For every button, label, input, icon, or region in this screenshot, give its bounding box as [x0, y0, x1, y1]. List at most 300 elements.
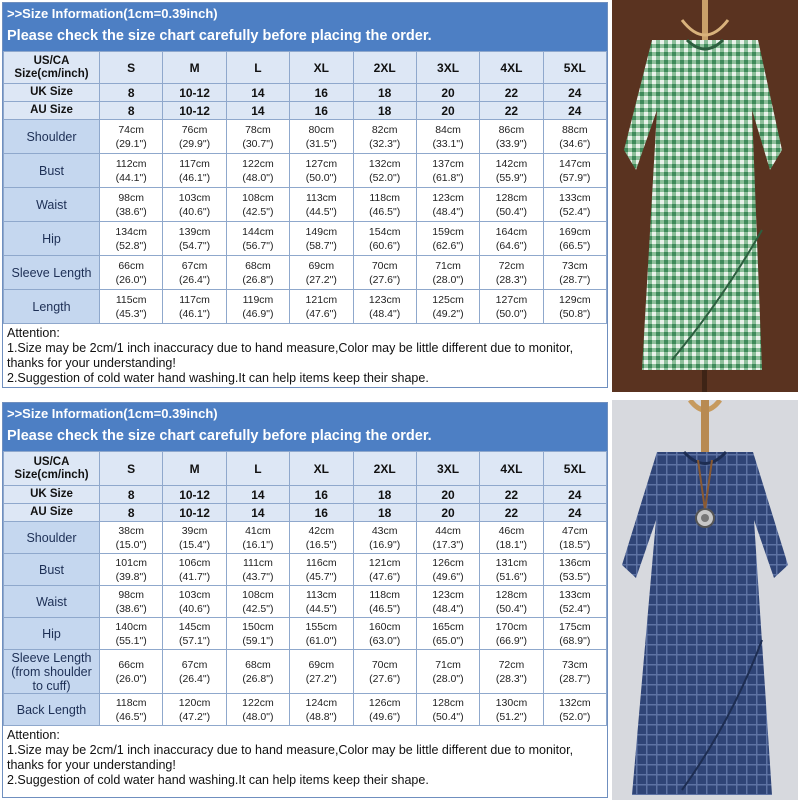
- measurement-inch: (47.2"): [178, 710, 211, 723]
- measurement-cell: [226, 694, 289, 726]
- measurement-cell: [543, 694, 606, 726]
- measurement-cm: 175cm: [559, 620, 591, 633]
- measurement-inch: (61.8"): [432, 171, 464, 184]
- measurement-cm: 144cm: [242, 225, 274, 238]
- measurement-cell: [416, 694, 479, 726]
- measurement-cell: [163, 222, 226, 256]
- measurement-cell: [480, 222, 543, 256]
- measurement-cell: [353, 554, 416, 586]
- measurement-cm: 154cm: [368, 225, 401, 238]
- measurement-cell: [100, 522, 163, 554]
- measurement-inch: (28.0"): [432, 273, 464, 286]
- size-header-cell: 5XL: [543, 452, 606, 486]
- measurement-inch: (45.7"): [305, 570, 337, 583]
- measurement-row: [4, 120, 607, 154]
- measurement-cm: 41cm: [245, 524, 271, 537]
- measurement-inch: (57.1"): [178, 634, 211, 647]
- size-header-cell: 20: [416, 102, 479, 120]
- measurement-cm: 118cm: [369, 191, 401, 204]
- measurement-cell: [480, 290, 543, 324]
- measurement-cm: 68cm: [245, 259, 271, 272]
- measurement-row: [4, 586, 607, 618]
- measurement-cm: 76cm: [181, 123, 208, 136]
- size-system-label: UK Size: [4, 486, 100, 504]
- measurement-cm: 140cm: [115, 620, 147, 633]
- measurement-inch: (64.6"): [495, 239, 528, 252]
- measurement-cell: [543, 522, 606, 554]
- size-table: [3, 451, 607, 726]
- measurement-inch: (26.8"): [242, 672, 274, 685]
- measurement-cell: [163, 650, 226, 694]
- measurement-label: Shoulder: [4, 522, 100, 554]
- size-header-cell: M: [163, 52, 226, 84]
- attention-line: 1.Size may be 2cm/1 inch inaccuracy due to hand measure,Color may be little different due to monitor, thanks for your understanding!: [7, 341, 574, 370]
- measurement-label: Waist: [4, 188, 100, 222]
- measurement-inch: (28.3"): [495, 672, 528, 685]
- measurement-cm: 103cm: [178, 588, 211, 601]
- measurement-cell: [226, 256, 289, 290]
- size-system-label: UK Size: [4, 84, 100, 102]
- measurement-inch: (27.2"): [305, 273, 337, 286]
- measurement-inch: (30.7"): [242, 137, 274, 150]
- measurement-cm: 150cm: [242, 620, 274, 633]
- measurement-inch: (63.0"): [369, 634, 401, 647]
- measurement-inch: (28.7"): [559, 672, 591, 685]
- measurement-inch: (29.9"): [178, 137, 211, 150]
- measurement-inch: (18.1"): [495, 538, 528, 551]
- size-header-cell: 16: [290, 102, 353, 120]
- measurement-cell: [353, 618, 416, 650]
- size-header-cell: M: [163, 452, 226, 486]
- measurement-inch: (42.5"): [242, 205, 274, 218]
- measurement-cell: [416, 256, 479, 290]
- measurement-cell: [163, 154, 226, 188]
- size-header-cell: S: [100, 52, 163, 84]
- size-header-row: [4, 504, 607, 522]
- measurement-inch: (61.0"): [305, 634, 337, 647]
- measurement-cell: [353, 650, 416, 694]
- measurement-inch: (18.5"): [559, 538, 591, 551]
- measurement-cell: [353, 522, 416, 554]
- measurement-cm: 124cm: [305, 696, 338, 709]
- measurement-inch: (48.4"): [432, 205, 464, 218]
- measurement-inch: (49.6"): [432, 570, 464, 583]
- measurement-cell: [480, 154, 543, 188]
- measurement-cm: 80cm: [308, 123, 335, 136]
- measurement-cell: [100, 554, 163, 586]
- measurement-cell: [480, 256, 543, 290]
- measurement-cell: [100, 120, 163, 154]
- measurement-cell: [290, 222, 353, 256]
- measurement-cell: [353, 694, 416, 726]
- measurement-cm: 164cm: [495, 225, 528, 238]
- measurement-cell: [416, 522, 479, 554]
- size-header-cell: 2XL: [353, 452, 416, 486]
- measurement-cm: 73cm: [561, 259, 588, 272]
- measurement-inch: (48.4"): [432, 602, 464, 615]
- measurement-cell: [543, 120, 606, 154]
- measurement-cm: 113cm: [305, 588, 337, 601]
- measurement-row: [4, 222, 607, 256]
- measurement-inch: (28.7"): [559, 273, 591, 286]
- measurement-inch: (50.4"): [432, 710, 464, 723]
- measurement-cell: [226, 154, 289, 188]
- measurement-inch: (52.0"): [369, 171, 401, 184]
- measurement-inch: (50.4"): [495, 205, 528, 218]
- size-header-cell: 22: [480, 486, 543, 504]
- size-header-cell: 24: [543, 486, 606, 504]
- measurement-inch: (66.9"): [495, 634, 528, 647]
- measurement-inch: (26.0"): [115, 672, 147, 685]
- size-header-cell: XL: [290, 452, 353, 486]
- measurement-cm: 128cm: [495, 191, 528, 204]
- measurement-cell: [480, 618, 543, 650]
- measurement-cell: [416, 222, 479, 256]
- measurement-cm: 145cm: [178, 620, 211, 633]
- size-header-cell: 10-12: [163, 504, 226, 522]
- measurement-inch: (50.0"): [495, 307, 528, 320]
- measurement-cell: [163, 694, 226, 726]
- measurement-row: [4, 154, 607, 188]
- measurement-cm: 108cm: [242, 191, 274, 204]
- measurement-inch: (40.6"): [178, 602, 211, 615]
- measurement-cell: [226, 586, 289, 618]
- size-header-cell: 18: [353, 504, 416, 522]
- measurement-cm: 160cm: [368, 620, 401, 633]
- measurement-inch: (44.5"): [305, 602, 337, 615]
- measurement-cm: 122cm: [242, 696, 274, 709]
- measurement-label: Bust: [4, 154, 100, 188]
- measurement-cm: 137cm: [432, 157, 464, 170]
- measurement-label: Hip: [4, 222, 100, 256]
- measurement-cm: 67cm: [181, 658, 208, 671]
- measurement-inch: (52.4"): [559, 602, 591, 615]
- measurement-cm: 129cm: [559, 293, 591, 306]
- measurement-cell: [290, 154, 353, 188]
- measurement-cm: 67cm: [181, 259, 208, 272]
- size-header-row: [4, 52, 607, 84]
- measurement-cm: 88cm: [561, 123, 588, 136]
- measurement-cell: [543, 188, 606, 222]
- measurement-cm: 133cm: [559, 588, 591, 601]
- measurement-cm: 149cm: [305, 225, 338, 238]
- measurement-row: [4, 694, 607, 726]
- measurement-cm: 70cm: [371, 658, 398, 671]
- size-header-row: [4, 84, 607, 102]
- size-header-cell: 5XL: [543, 52, 606, 84]
- measurement-inch: (31.5"): [305, 137, 337, 150]
- measurement-cell: [290, 554, 353, 586]
- measurement-cell: [543, 256, 606, 290]
- measurement-cm: 101cm: [115, 556, 147, 569]
- measurement-inch: (16.1"): [242, 538, 274, 551]
- measurement-inch: (17.3"): [432, 538, 464, 551]
- measurement-inch: (48.0"): [242, 710, 274, 723]
- size-header-cell: 14: [226, 102, 289, 120]
- size-header-cell: 16: [290, 486, 353, 504]
- size-header-cell: L: [226, 452, 289, 486]
- measurement-cm: 115cm: [115, 293, 147, 306]
- measurement-cm: 111cm: [242, 556, 273, 569]
- measurement-cell: [100, 256, 163, 290]
- measurement-inch: (39.8"): [115, 570, 147, 583]
- measurement-cell: [290, 522, 353, 554]
- size-header-cell: 8: [100, 102, 163, 120]
- measurement-inch: (38.6"): [115, 205, 147, 218]
- measurement-inch: (28.3"): [495, 273, 528, 286]
- measurement-cm: 98cm: [118, 588, 145, 601]
- measurement-cm: 130cm: [495, 696, 528, 709]
- measurement-cell: [100, 222, 163, 256]
- measurement-row: [4, 650, 607, 694]
- measurement-inch: (52.4"): [559, 205, 591, 218]
- size-header-cell: 16: [290, 504, 353, 522]
- measurement-cell: [290, 694, 353, 726]
- measurement-cm: 131cm: [495, 556, 528, 569]
- measurement-cm: 106cm: [178, 556, 211, 569]
- size-system-label: AU Size: [4, 504, 100, 522]
- size-header-cell: 18: [353, 84, 416, 102]
- measurement-inch: (27.6"): [369, 672, 401, 685]
- measurement-cell: [163, 618, 226, 650]
- measurement-inch: (49.6"): [369, 710, 401, 723]
- measurement-cm: 66cm: [118, 259, 145, 272]
- measurement-cm: 159cm: [432, 225, 464, 238]
- measurement-inch: (16.5"): [305, 538, 337, 551]
- size-header-cell: 2XL: [353, 52, 416, 84]
- measurement-inch: (33.1"): [432, 137, 464, 150]
- measurement-inch: (49.2"): [432, 307, 464, 320]
- measurement-inch: (46.5"): [115, 710, 147, 723]
- measurement-cell: [226, 222, 289, 256]
- measurement-cm: 120cm: [178, 696, 211, 709]
- measurement-inch: (40.6"): [178, 205, 211, 218]
- size-header-cell: 18: [353, 102, 416, 120]
- measurement-cell: [226, 522, 289, 554]
- attention-line: Attention:: [7, 326, 60, 340]
- measurement-cm: 38cm: [118, 524, 145, 537]
- size-header-cell: 4XL: [480, 452, 543, 486]
- measurement-cm: 74cm: [118, 123, 145, 136]
- measurement-inch: (34.6"): [559, 137, 591, 150]
- measurement-cell: [543, 618, 606, 650]
- measurement-cell: [290, 650, 353, 694]
- measurement-inch: (15.0"): [115, 538, 147, 551]
- size-chart-green: [2, 2, 608, 388]
- measurement-cell: [480, 650, 543, 694]
- attention-line: 2.Suggestion of cold water hand washing.It can help items keep their shape.: [7, 371, 429, 385]
- measurement-cell: [416, 290, 479, 324]
- attention-line: 1.Size may be 2cm/1 inch inaccuracy due to hand measure,Color may be little different due to monitor, thanks for your understanding!: [7, 743, 574, 772]
- measurement-cell: [100, 290, 163, 324]
- measurement-cm: 73cm: [561, 658, 588, 671]
- measurement-cm: 118cm: [369, 588, 401, 601]
- measurement-cm: 132cm: [368, 157, 401, 170]
- measurement-inch: (60.6"): [369, 239, 401, 252]
- size-header-cell: 20: [416, 486, 479, 504]
- size-info-title: >>Size Information(1cm=0.39inch): [7, 6, 218, 21]
- size-header-cell: 14: [226, 486, 289, 504]
- product-photo-green-dress: [612, 0, 798, 392]
- measurement-inch: (48.0"): [242, 171, 274, 184]
- measurement-cell: [543, 154, 606, 188]
- size-header-cell: 20: [416, 504, 479, 522]
- measurement-label: Bust: [4, 554, 100, 586]
- measurement-inch: (46.1"): [178, 307, 211, 320]
- size-header-cell: S: [100, 452, 163, 486]
- size-header-cell: 10-12: [163, 102, 226, 120]
- size-system-label: US/CA Size(cm/inch): [4, 452, 100, 486]
- size-header-cell: 10-12: [163, 84, 226, 102]
- measurement-cm: 82cm: [371, 123, 398, 136]
- measurement-inch: (58.7"): [305, 239, 337, 252]
- measurement-inch: (38.6"): [115, 602, 147, 615]
- measurement-inch: (52.8"): [115, 239, 147, 252]
- measurement-cell: [416, 188, 479, 222]
- measurement-cm: 126cm: [368, 696, 401, 709]
- measurement-inch: (47.6"): [305, 307, 337, 320]
- measurement-inch: (59.1"): [242, 634, 274, 647]
- size-header-cell: 3XL: [416, 52, 479, 84]
- measurement-inch: (57.9"): [559, 171, 591, 184]
- measurement-cell: [163, 256, 226, 290]
- measurement-label: Waist: [4, 586, 100, 618]
- measurement-cell: [416, 120, 479, 154]
- measurement-label: Back Length: [4, 694, 100, 726]
- measurement-inch: (50.8"): [559, 307, 591, 320]
- measurement-cell: [163, 188, 226, 222]
- measurement-cm: 70cm: [371, 259, 398, 272]
- measurement-cell: [480, 586, 543, 618]
- measurement-cell: [100, 618, 163, 650]
- measurement-cm: 128cm: [495, 588, 528, 601]
- measurement-cm: 86cm: [498, 123, 525, 136]
- measurement-inch: (62.6"): [432, 239, 464, 252]
- measurement-cm: 155cm: [305, 620, 338, 633]
- size-system-label: AU Size: [4, 102, 100, 120]
- measurement-cm: 44cm: [435, 524, 461, 537]
- measurement-cell: [543, 554, 606, 586]
- measurement-cm: 71cm: [435, 259, 461, 272]
- measurement-inch: (15.4"): [178, 538, 211, 551]
- measurement-cm: 170cm: [495, 620, 528, 633]
- measurement-cell: [100, 586, 163, 618]
- size-check-notice: Please check the size chart carefully before placing the order.: [7, 428, 432, 444]
- measurement-cell: [353, 154, 416, 188]
- size-header-cell: 14: [226, 84, 289, 102]
- size-header-cell: XL: [290, 52, 353, 84]
- measurement-inch: (43.7"): [242, 570, 274, 583]
- measurement-inch: (51.2"): [495, 710, 528, 723]
- measurement-cell: [226, 290, 289, 324]
- measurement-inch: (46.5"): [369, 205, 401, 218]
- measurement-cm: 123cm: [432, 191, 464, 204]
- measurement-cm: 169cm: [559, 225, 591, 238]
- size-header-row: [4, 486, 607, 504]
- measurement-inch: (48.8"): [305, 710, 337, 723]
- measurement-label: Hip: [4, 618, 100, 650]
- size-header-row: [4, 102, 607, 120]
- measurement-cell: [543, 586, 606, 618]
- measurement-cm: 113cm: [305, 191, 337, 204]
- measurement-cm: 72cm: [498, 658, 525, 671]
- size-chart-blue: [2, 402, 608, 798]
- measurement-inch: (65.0"): [432, 634, 464, 647]
- product-photo-blue-dress: [612, 400, 798, 800]
- measurement-cm: 46cm: [498, 524, 525, 537]
- measurement-cell: [543, 222, 606, 256]
- measurement-row: [4, 522, 607, 554]
- measurement-inch: (26.4"): [178, 273, 211, 286]
- measurement-inch: (32.3"): [369, 137, 401, 150]
- measurement-inch: (53.5"): [559, 570, 591, 583]
- measurement-cm: 117cm: [179, 157, 210, 170]
- measurement-cm: 139cm: [178, 225, 211, 238]
- measurement-cm: 133cm: [559, 191, 591, 204]
- measurement-inch: (29.1"): [115, 137, 147, 150]
- measurement-cell: [290, 618, 353, 650]
- measurement-cell: [416, 618, 479, 650]
- measurement-row: [4, 618, 607, 650]
- measurement-cm: 78cm: [245, 123, 271, 136]
- measurement-row: [4, 188, 607, 222]
- measurement-cell: [480, 120, 543, 154]
- measurement-cm: 123cm: [432, 588, 464, 601]
- measurement-cell: [163, 586, 226, 618]
- measurement-cell: [100, 154, 163, 188]
- measurement-cm: 68cm: [245, 658, 271, 671]
- size-header-cell: 24: [543, 102, 606, 120]
- measurement-label: Sleeve Length (from shoulder to cuff): [4, 650, 100, 694]
- size-header-cell: 4XL: [480, 52, 543, 84]
- measurement-cell: [226, 188, 289, 222]
- measurement-cell: [480, 522, 543, 554]
- measurement-cm: 121cm: [368, 556, 401, 569]
- measurement-cell: [416, 586, 479, 618]
- measurement-cm: 108cm: [242, 588, 274, 601]
- size-header-cell: 18: [353, 486, 416, 504]
- measurement-cell: [290, 120, 353, 154]
- measurement-cm: 128cm: [432, 696, 464, 709]
- measurement-cm: 127cm: [305, 157, 338, 170]
- measurement-cm: 98cm: [118, 191, 145, 204]
- size-header-cell: 8: [100, 486, 163, 504]
- measurement-cm: 165cm: [432, 620, 464, 633]
- measurement-cell: [543, 290, 606, 324]
- size-table: [3, 51, 607, 324]
- size-header-cell: 16: [290, 84, 353, 102]
- size-header-cell: 8: [100, 84, 163, 102]
- measurement-cell: [353, 222, 416, 256]
- measurement-cm: 116cm: [305, 556, 337, 569]
- size-system-label: US/CA Size(cm/inch): [4, 52, 100, 84]
- size-header-cell: L: [226, 52, 289, 84]
- measurement-label: Shoulder: [4, 120, 100, 154]
- measurement-row: [4, 554, 607, 586]
- measurement-cm: 136cm: [559, 556, 591, 569]
- measurement-inch: (50.0"): [305, 171, 337, 184]
- measurement-cell: [100, 650, 163, 694]
- measurement-cell: [416, 650, 479, 694]
- size-header-cell: 8: [100, 504, 163, 522]
- measurement-cell: [290, 290, 353, 324]
- measurement-cell: [480, 188, 543, 222]
- measurement-inch: (44.5"): [305, 205, 337, 218]
- measurement-cell: [480, 554, 543, 586]
- measurement-inch: (51.6"): [495, 570, 528, 583]
- size-header-cell: 14: [226, 504, 289, 522]
- measurement-cm: 126cm: [432, 556, 464, 569]
